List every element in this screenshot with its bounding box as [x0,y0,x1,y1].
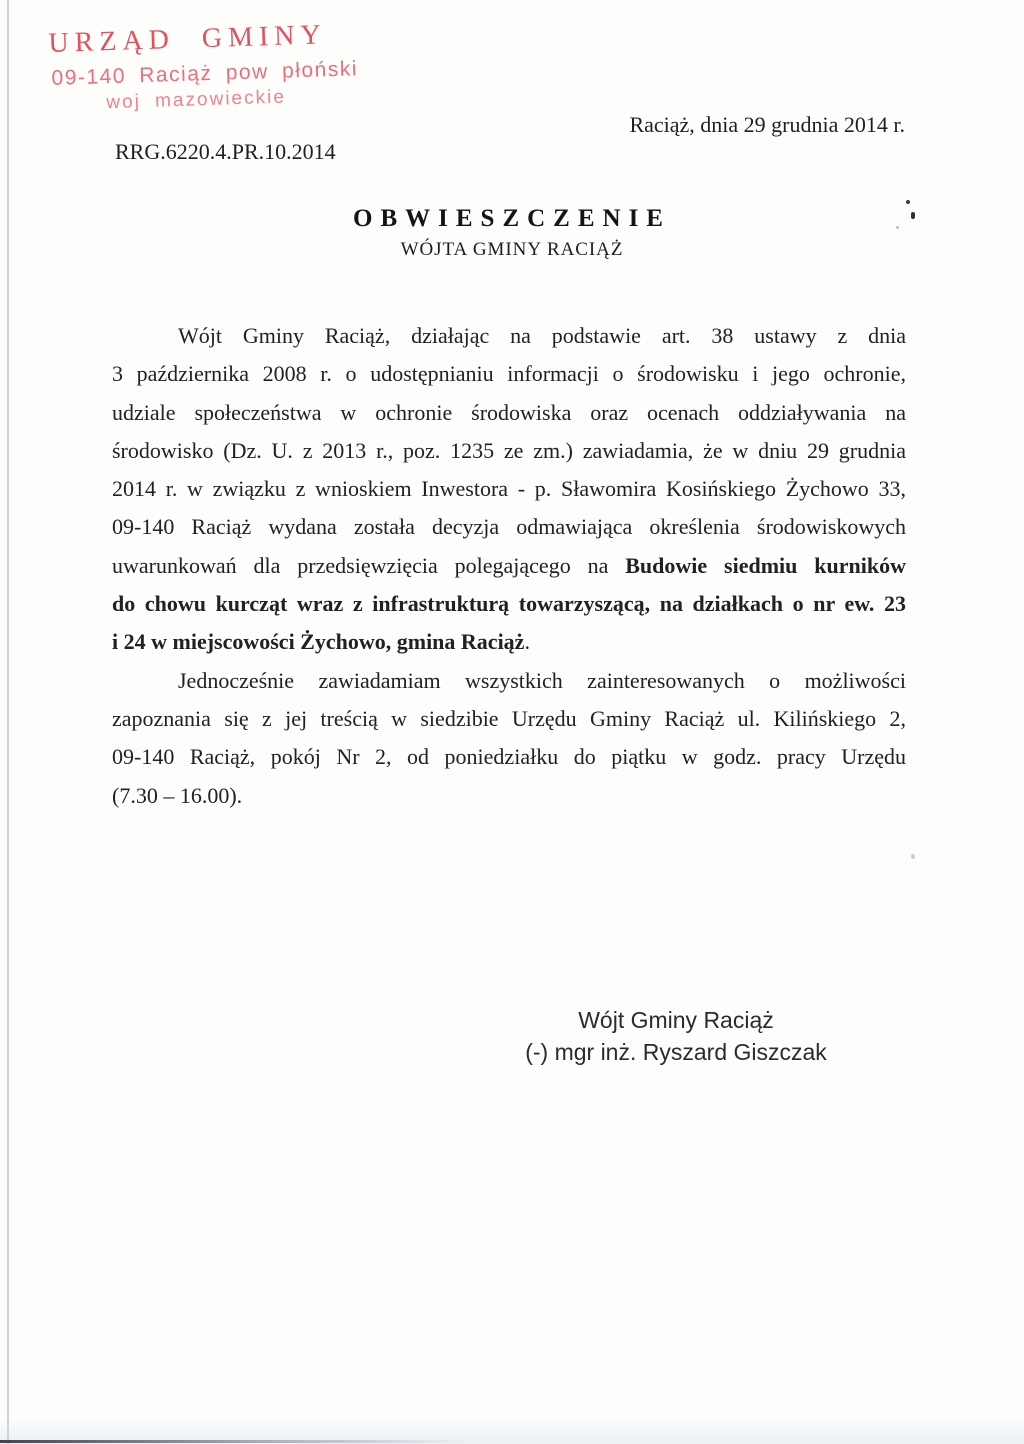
body-line: 09-140 Raciąż, pokój Nr 2, od poniedziałku do piątku w godz. pracy Urzędu [112,744,906,770]
body-line: udziale społeczeństwa w ochronie środowiska oraz ocenach oddziaływania na [112,399,906,425]
office-stamp [48,18,381,116]
scan-artifact-speck [896,226,899,229]
body-line: (7.30 – 16.00). [112,782,243,808]
stamp-address: 09-140 Raciąż pow płoński [51,57,359,90]
date-line: Raciąż, dnia 29 grudnia 2014 r. [629,112,905,137]
body-line: 09-140 Raciąż wydana została decyzja odmawiająca określenia środowiskowych [112,514,906,540]
body-line: zapoznania się z jej treścią w siedzibie Urzędu Gminy Raciąż ul. Kilińskiego 2, [112,705,906,731]
body-line [112,547,906,585]
signature-block [525,1004,827,1068]
reference-number: RRG.6220.4.PR.10.2014 [115,139,336,164]
body-line: Wójt Gminy Raciąż, działając na podstawie art. 38 ustawy z dnia [178,323,906,348]
document-subtitle: WÓJTA GMINY RACIĄŻ [400,239,624,260]
scan-artifact-speck [906,200,910,204]
stamp-voivodeship: woj mazowieckie [106,86,287,114]
stamp-office-name: URZĄD GMINY [48,19,328,59]
body-text-normal: . [524,629,530,655]
body-line: Jednocześnie zawiadamiam wszystkich zainteresowanych o możliwości [178,667,906,693]
scan-artifact-bottom-edge [0,1440,470,1443]
body-line: środowisko (Dz. U. z 2013 r., poz. 1235 ze zm.) zawiadamia, że w dniu 29 grudnia [112,437,906,463]
body-text-bold: Budowie siedmiu kurników [625,552,906,578]
body-text-normal: uwarunkowań dla przedsięwzięcia polegającego na [112,552,626,578]
document-body [112,317,906,815]
body-line: do chowu kurcząt wraz z infrastrukturą towarzyszącą, na działkach o nr ew. 23 [112,591,906,617]
signature-title: Wójt Gminy Raciąż [578,1007,774,1033]
body-line: 3 października 2008 r. o udostępnianiu informacji o środowisku i jego ochronie, [112,361,906,387]
scan-artifact-speck [911,212,915,219]
signature-name: (-) mgr inż. Ryszard Giszczak [525,1039,827,1065]
body-line: 2014 r. w związku z wnioskiem Inwestora - p. Sławomira Kosińskiego Żychowo 33, [112,476,906,502]
body-text-bold: i 24 w miejscowości Żychowo, gmina Raciąż [112,629,525,655]
body-line [112,623,906,661]
document-title: OBWIESZCZENIE [353,205,671,232]
scan-artifact-speck [911,854,915,859]
